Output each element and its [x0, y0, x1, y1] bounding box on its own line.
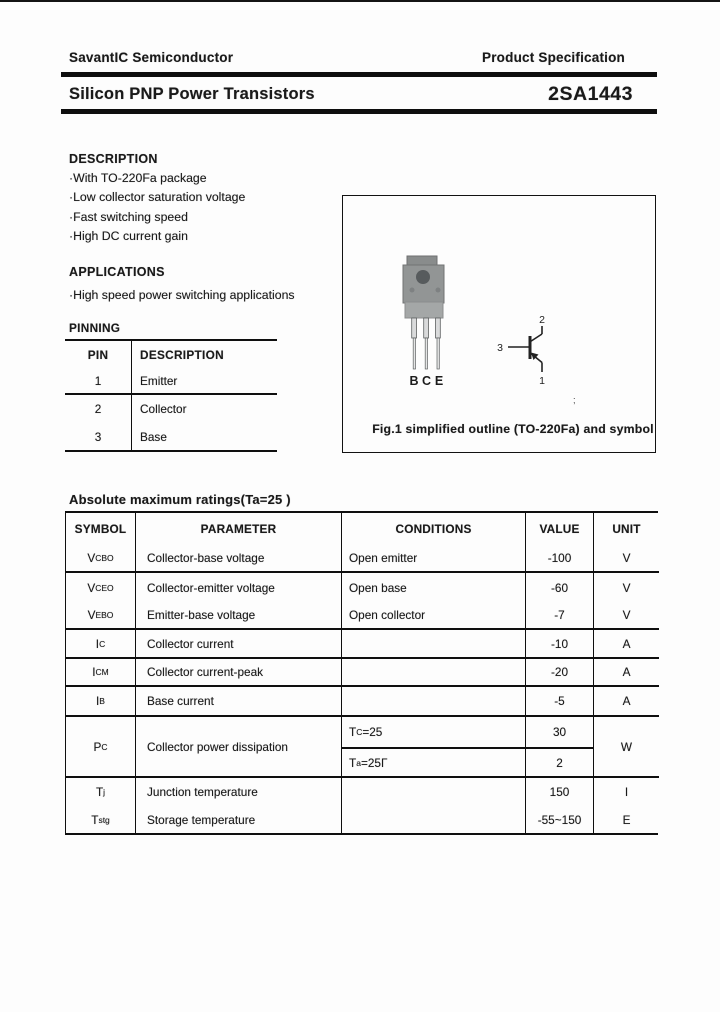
parameter-cell: Base current [136, 687, 342, 717]
figure-graphics [343, 196, 654, 451]
parameter-cell: Collector current [136, 630, 342, 659]
value-cell: -100 [526, 545, 594, 573]
parameter-cell: Storage temperature [136, 806, 342, 833]
symbol-cell: T j [66, 778, 136, 806]
part-number: 2SA1443 [548, 83, 633, 105]
value-cell: -55~150 [526, 806, 594, 833]
symbol-cell: I C [66, 630, 136, 659]
value-cell: -7 [526, 602, 594, 630]
pnp-symbol-drawing [508, 326, 542, 372]
description-list [69, 169, 245, 247]
pin-number: 1 [65, 369, 132, 395]
conditions-cell [342, 630, 526, 659]
pin-number: 3 [65, 423, 132, 450]
package-label-e: E [434, 374, 444, 388]
symbol-cell: P C [66, 717, 136, 778]
conditions-cell [342, 687, 526, 717]
symbol-cell: I B [66, 687, 136, 717]
unit-cell: V [594, 545, 659, 573]
pin-description: Collector [140, 402, 187, 416]
value-cell: 2 [526, 749, 594, 778]
parameter-cell: Collector-base voltage [136, 545, 342, 573]
pin-description: Base [140, 429, 167, 444]
unit-cell: V [622, 580, 631, 595]
ratings-table [65, 511, 658, 835]
symbol-pin-base: 3 [497, 342, 503, 354]
applications-heading: APPLICATIONS [69, 265, 165, 279]
page-title: Silicon PNP Power Transistors [69, 85, 315, 103]
parameter-cell: Emitter-base voltage [136, 602, 342, 630]
package-label-c: C [421, 374, 432, 388]
col-header-parameter: PARAMETER [136, 513, 342, 545]
doc-type-label: Product Specification [482, 50, 625, 65]
col-header-symbol: SYMBOL [66, 513, 136, 545]
value-cell: -10 [526, 630, 594, 659]
figure-box [342, 195, 656, 453]
parameter-cell: Junction temperature [136, 778, 342, 806]
description-heading: DESCRIPTION [69, 152, 158, 166]
description-item: ·With TO-220Fa package [69, 171, 207, 185]
pin-col-header: PIN [65, 341, 132, 369]
description-col-header: DESCRIPTION [140, 348, 224, 362]
symbol-pin-emitter: 1 [539, 375, 545, 387]
pinning-heading: PINNING [69, 321, 121, 335]
col-header-value: VALUE [526, 513, 594, 545]
conditions-cell [342, 806, 526, 833]
applications-list [69, 286, 295, 305]
unit-cell: I [624, 785, 629, 799]
unit-cell: A [594, 687, 659, 717]
scan-edge-line [0, 0, 720, 2]
conditions-cell: T a =25Γ [342, 749, 526, 778]
symbol-cell: V CBO [66, 545, 136, 573]
parameter-cell: Collector power dissipation [136, 717, 342, 778]
unit-cell: A [594, 630, 659, 659]
value-cell: -5 [526, 687, 594, 717]
value-cell: 150 [526, 778, 594, 806]
description-item: ·Low collector saturation voltage [69, 190, 246, 205]
unit-cell: V [594, 602, 659, 630]
ratings-heading: Absolute maximum ratings(Ta=25 ) [69, 492, 291, 507]
description-item: ·High DC current gain [69, 229, 188, 244]
symbol-cell: V EBO [66, 602, 136, 630]
col-header-conditions: CONDITIONS [342, 513, 526, 545]
pin-description: Emitter [132, 369, 277, 395]
symbol-cell: T stg [66, 806, 136, 833]
pinning-table [65, 339, 277, 452]
value-cell: -60 [526, 573, 594, 602]
conditions-cell: T C =25 [342, 717, 526, 749]
symbol-cell: V CEO [66, 573, 136, 602]
package-label-b: B [409, 374, 419, 388]
parameter-cell: Collector current-peak [136, 659, 342, 687]
unit-cell: E [622, 812, 631, 827]
value-cell: 30 [526, 717, 594, 749]
to220-package-image [403, 256, 444, 369]
col-header-unit: UNIT [612, 522, 641, 536]
conditions-cell: Open emitter [342, 545, 526, 573]
parameter-cell: Collector-emitter voltage [136, 573, 342, 602]
figure-caption: Fig.1 simplified outline (TO-220Fa) and symbol [372, 422, 654, 436]
conditions-cell: Open base [342, 573, 526, 602]
value-cell: -20 [526, 659, 594, 687]
stray-mark: ; [573, 395, 576, 405]
conditions-cell: Open collector [342, 602, 526, 630]
conditions-cell [342, 778, 526, 806]
symbol-pin-collector: 2 [539, 314, 545, 326]
description-item: ·Fast switching speed [69, 209, 188, 224]
header-rule [61, 72, 657, 77]
symbol-cell: I CM [66, 659, 136, 687]
conditions-cell [342, 659, 526, 687]
company-name: SavantIC Semiconductor [69, 50, 234, 65]
title-rule [61, 109, 657, 114]
unit-cell: W [594, 717, 659, 778]
applications-item: ·High speed power switching applications [69, 288, 295, 302]
pin-number: 2 [65, 395, 132, 423]
unit-cell: A [594, 659, 659, 687]
